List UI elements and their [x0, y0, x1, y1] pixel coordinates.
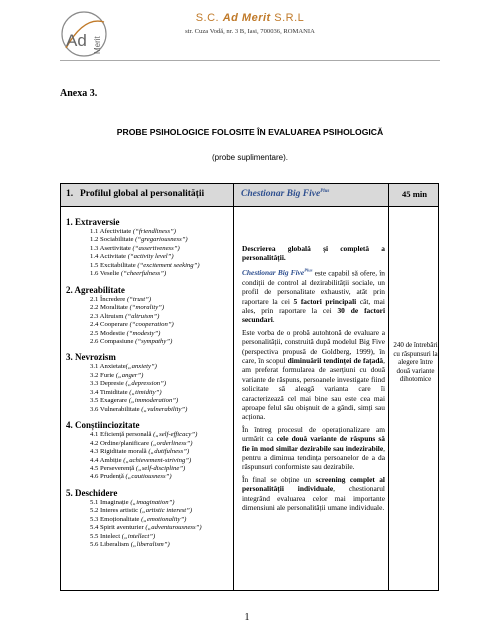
items-note: 240 de întrebări cu răspunsuri la alegere între două variante dihotomice: [393, 341, 438, 384]
subfactor-item: 5.2 Interes artistic („artistic interest”): [90, 507, 193, 515]
subfactor-item: 5.4 Spirit aventurier („adventurousness”): [90, 524, 202, 532]
factor-list: [66, 214, 234, 550]
subfactor-item: 4.4 Ambiție („achievement-striving”): [90, 456, 192, 464]
subfactor-item: 4.3 Rigiditate morală („dutifulness”): [90, 448, 190, 456]
document-title: PROBE PSIHOLOGICE FOLOSITE ÎN EVALUAREA PSIHOLOGICĂ: [116, 127, 384, 137]
company-name: [125, 12, 375, 24]
page-number: 1: [244, 612, 250, 623]
description-paragraph: Este vorba de o probă autohtonă de evaluare a personalității, construită după modelul Big Five (perspectiva propusă de Goldberg, 1999), în care, în scopul diminuării tendinței de fațadă, am preferat formularea de aserțiuni cu două variante de răspuns, persoanele investigate fiind solicitate să aleagă varianta care îi caracterizează cel mai bine sau este cea mai aproape felul său obișnuit de a gândi, simți sau acționa.: [242, 327, 385, 422]
company-suffix: S.R.L: [274, 12, 305, 24]
factor-heading: 4. Conștiinciozitate: [66, 420, 140, 431]
company-brand: Ad Merit: [222, 12, 271, 24]
table-header-row: [61, 184, 438, 207]
tests-table: [60, 183, 439, 591]
subfactor-item: 2.3 Altruism (“altruism”): [90, 312, 160, 320]
factor-heading: 2. Agreabilitate: [66, 284, 125, 295]
description-heading: Descrierea globală și completă a personalității.: [242, 244, 385, 263]
test-description: [242, 244, 385, 515]
test-name: Chestionar Big Five$^{Plus}$: [241, 189, 330, 200]
svg-text:Merit: Merit: [93, 36, 102, 54]
subfactor-item: 2.5 Modestie (“modesty”): [90, 329, 161, 337]
subfactor-item: 1.2 Sociabilitate (“gregariousness”): [90, 236, 188, 244]
test-duration: 45 min: [401, 189, 428, 199]
subfactor-item: 1.5 Excitabilitate (“excitement seeking”): [90, 261, 200, 269]
subfactor-item: 3.4 Timiditate („timidity”): [90, 388, 162, 396]
subfactor-item: 1.1 Afectivitate (“friendliness”): [90, 228, 177, 235]
subfactor-item: 5.5 Intelect („intellect”): [90, 532, 156, 540]
header-rule: [60, 60, 440, 61]
document-subtitle: (probe suplimentare).: [211, 153, 289, 162]
subfactor-item: 5.6 Liberalism („liberalism”): [90, 541, 170, 549]
subfactor-item: 1.3 Asertivitate (“assertiveness”): [90, 244, 180, 252]
subfactor-item: 1.6 Veselie (“cheerfulness”): [90, 270, 167, 278]
subfactor-item: 4.5 Perseverență („self-discipline”): [90, 464, 186, 472]
row-number: 1.: [66, 189, 74, 199]
subfactor-item: 5.1 Imaginație („imagination”): [90, 498, 175, 506]
subfactor-item: 3.6 Vulnerabilitate („vulnerability”): [90, 405, 188, 413]
description-paragraph: În întreg procesul de operaționalizare am urmărit ca cele două variante de răspuns să fie în mod similar dezirabile sau indezirabile, pentru a diminua tendința persoanelor de a da răspunsuri conformiste sau dezirabile.: [242, 424, 385, 472]
company-address: str. Cuza Vodă, nr. 3 B, Iasi, 700036, ROMANIA: [185, 28, 315, 35]
column-divider: [388, 184, 389, 590]
subfactor-item: 5.3 Emoționalitate („emotionality”): [90, 515, 187, 523]
factor-heading: 1. Extraversie: [66, 217, 120, 227]
subfactor-item: 2.6 Compasiune (“sympathy”): [90, 337, 173, 345]
company-prefix: S.C.: [195, 12, 220, 24]
subfactor-item: 2.4 Cooperare (“cooperation”): [90, 321, 174, 329]
subfactor-item: 4.1 Eficiență personală („self-efficacy”): [90, 431, 198, 439]
description-paragraph: Chestionar Big Five$^{Plus}$ este capabil să ofere, în condiții de control al dezirabilității sociale, un profil de personalitate exhaustiv, atât prin raportare la cei 5 factori principali cât, mai ales, prin raportare la cei 30 de factori secundari.: [242, 267, 385, 325]
subfactor-item: 3.1 Anxietate(„anxiety”): [90, 363, 157, 371]
description-paragraph: În final se obține un screening complet al personalității individuale, chestionarul integrând evaluarea celor mai importante dimensiuni ale personalității umane individuale.: [242, 474, 385, 513]
factor-heading: 5. Deschidere: [66, 487, 118, 498]
subfactor-item: 1.4 Activitate (“activity level”): [90, 253, 174, 261]
subfactor-item: 4.2 Ordine/planificare („orderliness”): [90, 439, 193, 447]
subfactor-item: 3.3 Depresie („depression”): [90, 380, 167, 388]
subfactor-item: 2.1 Încredere (“trust”): [90, 295, 152, 303]
svg-text:Ad: Ad: [66, 31, 87, 50]
annex-label: Anexa 3.: [60, 88, 98, 99]
company-logo: [60, 8, 110, 62]
subfactor-item: 4.6 Prudență („cautiousness”): [90, 473, 172, 481]
subfactor-item: 3.2 Furie („anger”): [90, 371, 144, 379]
row-label: Profilul global al personalității: [80, 189, 205, 199]
subfactor-item: 2.2 Moralitate (“morality”): [90, 304, 165, 312]
factor-heading: 3. Nevrozism: [66, 352, 116, 363]
subfactor-item: 3.5 Exagerare („immoderation”): [90, 397, 179, 405]
